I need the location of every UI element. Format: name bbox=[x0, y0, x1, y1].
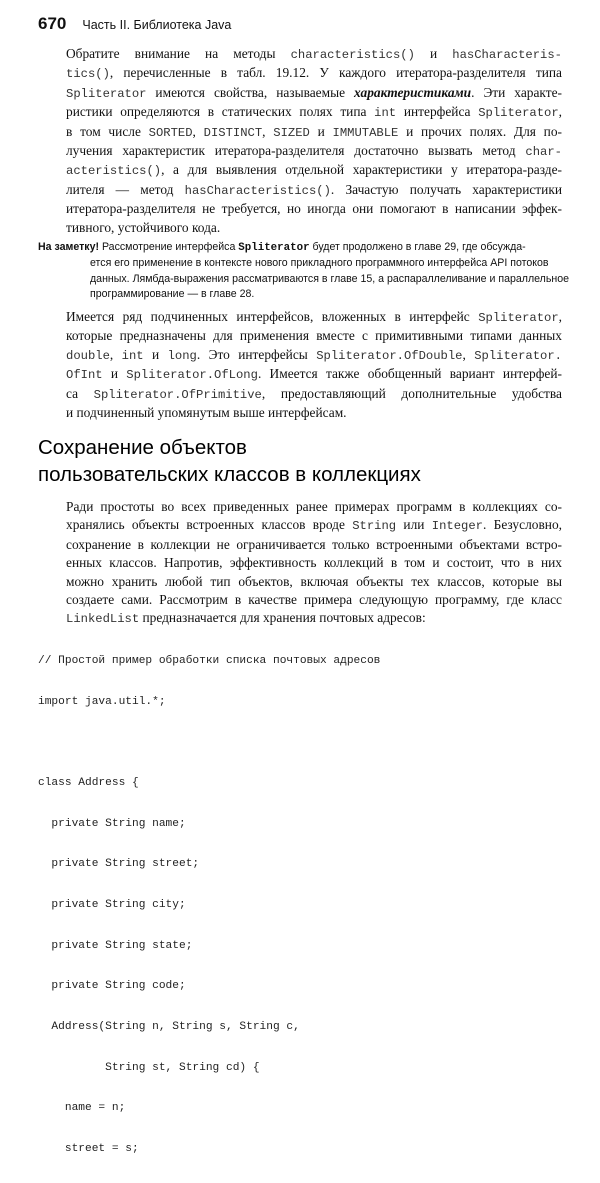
code-line: name = n; bbox=[38, 1102, 126, 1115]
text-line: Обратите внимание на методы characteristics() и hasCharacteris- bbox=[66, 46, 562, 62]
heading-line: Сохранение объектов bbox=[38, 436, 247, 459]
text-line: можно хранить любой тип объектов, включая объекты тех классов, которые вы bbox=[66, 573, 562, 589]
paragraph-custom-objects bbox=[66, 498, 562, 629]
text-line: лителя — метод hasCharacteristics(). Зачастую получать характеристики bbox=[66, 181, 562, 198]
code-line: private String code; bbox=[38, 980, 186, 993]
code-line: street = s; bbox=[38, 1142, 139, 1155]
code-line bbox=[38, 736, 568, 750]
text-line: Spliterator имеются свойства, называемые характеристиками. Эти характе- bbox=[66, 84, 562, 101]
text-line: лучения характеристик итератора-разделителя достаточно вызвать метод char- bbox=[66, 143, 562, 160]
text-line: создаете сами. Рассмотрим в качестве примера следующую программу, где класс bbox=[66, 592, 562, 608]
text-line: и подчиненный упомянутым выше интерфейсам. bbox=[66, 405, 347, 421]
text-line: Имеется ряд подчиненных интерфейсов, вложенных в интерфейс Spliterator, bbox=[66, 309, 562, 325]
note-box bbox=[38, 240, 570, 303]
note-line: ется его применение в контексте нового прикладного программного интерфейса API потоков bbox=[90, 257, 549, 270]
note-line: На заметку! Рассмотрение интерфейса Spliterator будет продолжено в главе 29, где обсужда- bbox=[38, 241, 526, 254]
term-characteristics: характеристиками bbox=[354, 84, 472, 100]
text-line: итератора-разделителя не требуется, но иногда они помогают в написании эффек- bbox=[66, 201, 562, 217]
code-line: private String city; bbox=[38, 898, 186, 911]
text-line: Ради простоты во всех приведенных ранее примерах программ в коллекциях со- bbox=[66, 499, 562, 514]
text-line: тивного, устойчивого кода. bbox=[66, 219, 221, 235]
text-line: енных классов. Напротив, эффективность коллекций в том и состоит, что в них bbox=[66, 555, 562, 571]
paragraph-characteristics bbox=[66, 45, 562, 237]
text-line: которые предназначены для применения вместе с примитивными типами данных bbox=[66, 328, 562, 344]
paragraph-subinterfaces bbox=[66, 308, 562, 422]
text-line: double, int и long. Это интерфейсы Spliterator.OfDouble, Spliterator. bbox=[66, 346, 562, 363]
text-line: OfInt и Spliterator.OfLong. Имеется также обобщенный вариант интерфей- bbox=[66, 366, 562, 383]
running-title: Часть II. Библиотека Java bbox=[82, 18, 232, 32]
note-line: данных. Лямбда-выражения рассматриваются в главе 15, а распараллеливание и параллельное bbox=[90, 272, 570, 285]
text-line: в том числе SORTED, DISTINCT, SIZED и IMMUTABLE и прочих полях. Для по- bbox=[66, 123, 562, 140]
code-line: // Простой пример обработки списка почтовых адресов bbox=[38, 655, 381, 668]
code-line: private String name; bbox=[38, 817, 186, 830]
text-line: ристики определяются в статических полях типа int интерфейса Spliterator, bbox=[66, 104, 563, 121]
page-header bbox=[38, 14, 231, 36]
note-label: На заметку! bbox=[38, 241, 100, 253]
section-heading bbox=[38, 434, 568, 488]
text-line: LinkedList предназначается для хранения почтовых адресов: bbox=[66, 610, 426, 627]
text-line: acteristics(), а для выявления отдельной характеристики у итератора-разде- bbox=[66, 162, 562, 179]
text-line: са Spliterator.OfPrimitive, предоставляющий дополнительные удобства bbox=[66, 385, 562, 402]
code-line: String st, String cd) { bbox=[38, 1061, 260, 1074]
heading-line: пользовательских классов в коллекциях bbox=[38, 463, 421, 486]
page-number: 670 bbox=[38, 14, 67, 33]
code-line: Address(String n, String s, String c, bbox=[38, 1020, 300, 1033]
code-line: private String street; bbox=[38, 858, 200, 871]
code-listing bbox=[38, 628, 568, 1183]
text-line: сохранение в коллекции не ограничивается только встроенными объектами встро- bbox=[66, 536, 562, 552]
text-line: хранялись объекты встроенных классов вроде String или Integer. Безусловно, bbox=[66, 517, 562, 534]
code-line: import java.util.*; bbox=[38, 695, 166, 708]
note-line: программирование — в главе 28. bbox=[90, 288, 255, 301]
code-line: class Address { bbox=[38, 777, 139, 790]
text-line: tics(), перечисленные в табл. 19.12. У каждого итератора-разделителя типа bbox=[66, 65, 562, 82]
code-line: private String state; bbox=[38, 939, 193, 952]
